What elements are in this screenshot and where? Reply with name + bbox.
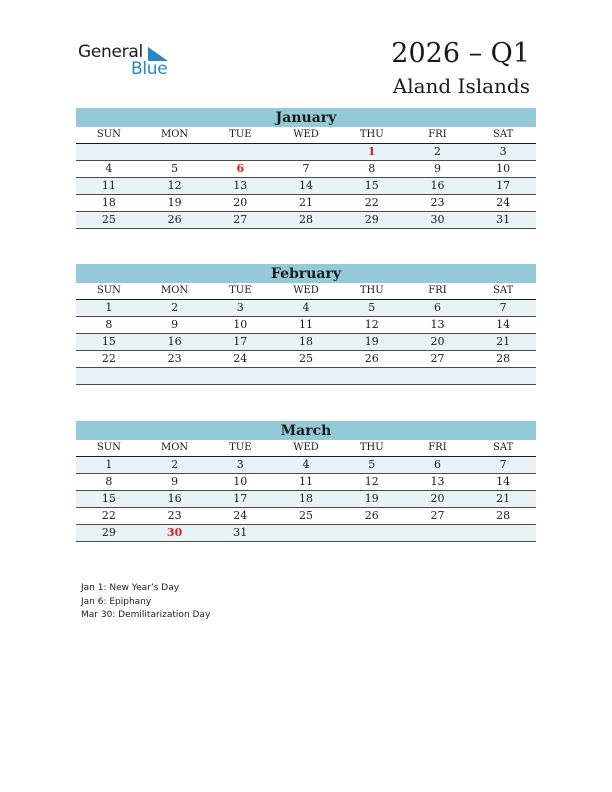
page-title: 2026 – Q1 [391, 38, 530, 69]
weekday-label: FRI [428, 285, 447, 296]
date-cell: 7 [499, 458, 507, 471]
week-row [76, 317, 536, 334]
week-row [76, 195, 536, 212]
date-cell: 24 [496, 196, 511, 209]
date-cell [273, 525, 339, 541]
date-cell: 10 [496, 162, 511, 175]
date-cell: 28 [496, 352, 511, 365]
weekday-label: FRI [428, 129, 447, 140]
holiday-date-cell: 30 [166, 526, 183, 539]
weekday-label: FRI [428, 442, 447, 453]
date-cell: 15 [364, 179, 379, 192]
date-cell: 5 [171, 162, 179, 175]
date-cell: 5 [368, 458, 376, 471]
week-row [76, 144, 536, 161]
weekday-label: SAT [493, 285, 514, 296]
date-cell: 23 [167, 509, 182, 522]
date-cell [76, 368, 142, 384]
weekday-label: SUN [96, 129, 121, 140]
date-cell: 31 [496, 213, 511, 226]
date-cell: 31 [233, 526, 248, 539]
date-cell: 27 [430, 509, 445, 522]
date-cell: 16 [167, 492, 182, 505]
holiday-date-cell: 1 [367, 145, 376, 158]
date-cell: 20 [430, 335, 445, 348]
date-cell [405, 525, 471, 541]
week-row [76, 161, 536, 178]
date-cell: 27 [233, 213, 248, 226]
week-row [76, 212, 536, 229]
date-cell: 19 [167, 196, 182, 209]
date-cell [405, 368, 471, 384]
date-cell: 18 [299, 335, 314, 348]
weekday-label: THU [359, 129, 384, 140]
generalblue-logo [78, 42, 188, 82]
weekday-label: MON [160, 442, 189, 453]
date-cell: 12 [364, 318, 379, 331]
date-cell: 29 [364, 213, 379, 226]
date-cell: 16 [167, 335, 182, 348]
date-cell: 7 [499, 301, 507, 314]
date-cell: 23 [430, 196, 445, 209]
week-row [76, 300, 536, 317]
date-cell: 12 [364, 475, 379, 488]
date-cell: 11 [299, 475, 314, 488]
month-title: January [76, 108, 536, 127]
date-cell: 22 [101, 509, 116, 522]
date-cell: 25 [299, 509, 314, 522]
date-cell: 20 [430, 492, 445, 505]
date-cell: 10 [233, 318, 248, 331]
month-calendar-january [76, 108, 536, 229]
week-row [76, 491, 536, 508]
date-cell: 5 [368, 301, 376, 314]
date-cell: 14 [496, 475, 511, 488]
date-cell: 23 [167, 352, 182, 365]
weekday-label: SUN [96, 285, 121, 296]
month-calendar-march [76, 421, 536, 542]
date-cell: 13 [430, 475, 445, 488]
date-cell: 30 [430, 213, 445, 226]
week-row [76, 457, 536, 474]
date-cell: 8 [105, 318, 113, 331]
holiday-note: Jan 6: Epiphany [81, 596, 152, 607]
date-cell: 26 [364, 509, 379, 522]
date-cell: 4 [105, 162, 113, 175]
date-cell: 10 [233, 475, 248, 488]
date-cell: 24 [233, 509, 248, 522]
date-cell: 4 [302, 458, 310, 471]
week-row [76, 178, 536, 195]
weekday-label: SAT [493, 442, 514, 453]
weekday-label: THU [359, 442, 384, 453]
weekday-label: WED [293, 129, 319, 140]
holiday-note: Mar 30: Demilitarization Day [81, 610, 211, 620]
date-cell [339, 525, 405, 541]
date-cell: 1 [105, 301, 113, 314]
date-cell: 3 [236, 458, 244, 471]
date-cell: 4 [302, 301, 310, 314]
date-cell: 25 [299, 352, 314, 365]
weekday-label: WED [293, 442, 319, 453]
holiday-date-cell: 6 [236, 162, 245, 175]
logo-text-general: General [78, 42, 143, 62]
holiday-notes [81, 582, 210, 623]
week-row [76, 525, 536, 542]
weekday-label: THU [359, 285, 384, 296]
date-cell [470, 368, 536, 384]
date-cell: 9 [171, 318, 179, 331]
weekday-header-row [76, 283, 536, 300]
weekday-header-row [76, 440, 536, 457]
date-cell: 3 [499, 145, 507, 158]
weekday-header-row [76, 127, 536, 144]
weekday-label: TUE [229, 442, 252, 453]
weekday-label: SUN [96, 442, 121, 453]
date-cell: 26 [364, 352, 379, 365]
date-cell: 21 [299, 196, 314, 209]
date-cell: 7 [302, 162, 310, 175]
weekday-label: TUE [229, 129, 252, 140]
date-cell: 13 [233, 179, 248, 192]
week-row [76, 351, 536, 368]
week-row [76, 334, 536, 351]
weekday-label: SAT [493, 129, 514, 140]
date-cell: 22 [101, 352, 116, 365]
date-cell [76, 144, 142, 160]
date-cell [142, 144, 208, 160]
week-row [76, 508, 536, 525]
date-cell: 17 [496, 179, 511, 192]
date-cell: 8 [368, 162, 376, 175]
date-cell: 14 [299, 179, 314, 192]
date-cell: 21 [496, 335, 511, 348]
date-cell: 3 [236, 301, 244, 314]
page-subtitle: Aland Islands [392, 74, 530, 98]
date-cell [273, 144, 339, 160]
date-cell: 19 [364, 335, 379, 348]
date-cell: 14 [496, 318, 511, 331]
date-cell: 20 [233, 196, 248, 209]
date-cell: 21 [496, 492, 511, 505]
date-cell: 2 [171, 301, 179, 314]
date-cell: 19 [364, 492, 379, 505]
date-cell: 6 [433, 458, 441, 471]
date-cell: 17 [233, 492, 248, 505]
date-cell: 25 [101, 213, 116, 226]
date-cell: 2 [433, 145, 441, 158]
month-title: February [76, 264, 536, 283]
week-row [76, 368, 536, 385]
date-cell: 28 [496, 509, 511, 522]
logo-text-blue: Blue [131, 59, 168, 79]
date-cell: 29 [101, 526, 116, 539]
date-cell: 9 [171, 475, 179, 488]
weekday-label: TUE [229, 285, 252, 296]
date-cell: 18 [299, 492, 314, 505]
month-calendar-february [76, 264, 536, 385]
week-row [76, 474, 536, 491]
date-cell: 27 [430, 352, 445, 365]
weekday-label: WED [293, 285, 319, 296]
date-cell: 17 [233, 335, 248, 348]
date-cell: 1 [105, 458, 113, 471]
date-cell: 18 [101, 196, 116, 209]
holiday-note: Jan 1: New Year’s Day [81, 583, 180, 593]
date-cell [339, 368, 405, 384]
date-cell: 22 [364, 196, 379, 209]
date-cell [273, 368, 339, 384]
date-cell [470, 525, 536, 541]
date-cell: 8 [105, 475, 113, 488]
weekday-label: MON [160, 129, 189, 140]
date-cell [207, 144, 273, 160]
date-cell: 28 [299, 213, 314, 226]
date-cell: 11 [101, 179, 116, 192]
date-cell: 26 [167, 213, 182, 226]
date-cell: 24 [233, 352, 248, 365]
date-cell: 15 [101, 492, 116, 505]
month-title: March [76, 421, 536, 440]
date-cell: 13 [430, 318, 445, 331]
date-cell: 9 [433, 162, 441, 175]
date-cell: 11 [299, 318, 314, 331]
date-cell: 2 [171, 458, 179, 471]
date-cell: 12 [167, 179, 182, 192]
date-cell: 6 [433, 301, 441, 314]
date-cell [142, 368, 208, 384]
weekday-label: MON [160, 285, 189, 296]
date-cell: 16 [430, 179, 445, 192]
date-cell [207, 368, 273, 384]
date-cell: 15 [101, 335, 116, 348]
